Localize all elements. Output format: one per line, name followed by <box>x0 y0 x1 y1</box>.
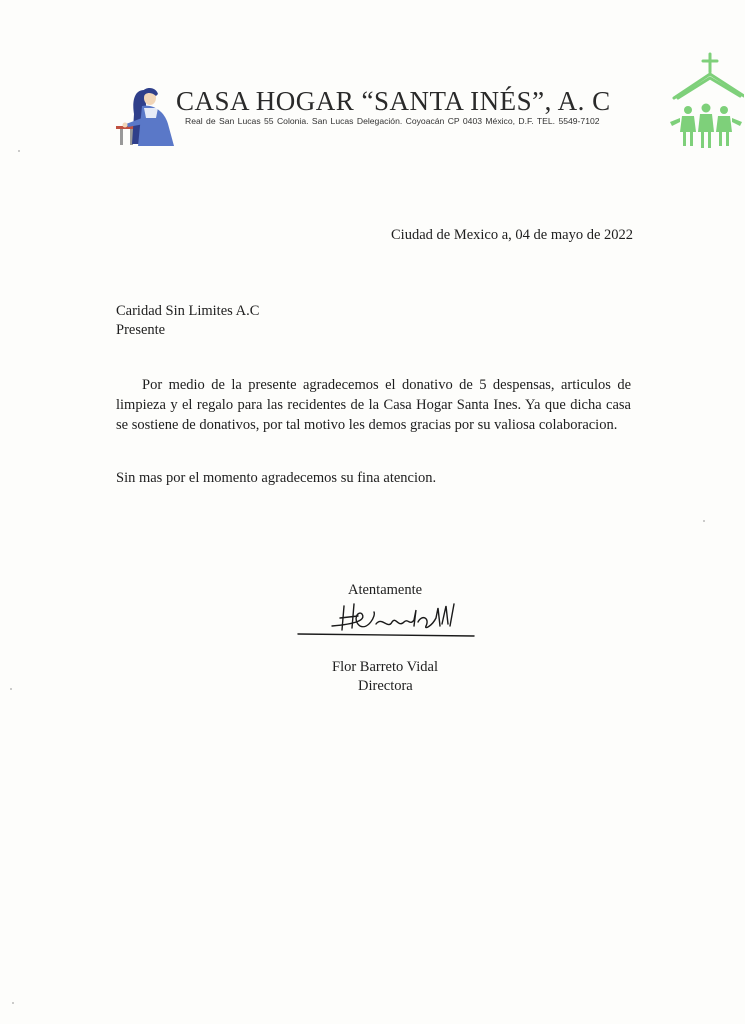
recipient-block <box>116 302 259 340</box>
letter-body-text: Por medio de la presente agradecemos el donativo de 5 despensas, articulos de limpieza y el regalo para las recidentes de la Casa Hogar Santa Ines. Ya que dicha casa se sostiene de donativos, por tal motivo les demos gracias por su valiosa colaboracion. <box>116 377 631 433</box>
scan-speck <box>10 688 12 690</box>
letter-date: Ciudad de Mexico a, 04 de mayo de 2022 <box>391 227 634 243</box>
scan-speck <box>12 1002 14 1004</box>
sign-off: Atentamente <box>348 582 423 598</box>
closing-line: Sin mas por el momento agradecemos su fina atencion. <box>116 470 437 486</box>
organization-address: Real de San Lucas 55 Colonia. San Lucas Delegación. Coyoacán CP 0403 México, D.F. TEL. 5549-7102 <box>185 116 600 126</box>
nun-logo-icon <box>112 84 180 148</box>
scan-speck <box>18 150 20 152</box>
handwritten-signature-icon <box>296 596 476 642</box>
scan-speck <box>703 520 705 522</box>
recipient-salutation: Presente <box>116 322 166 338</box>
church-children-logo-icon <box>668 52 744 150</box>
letter-body-paragraph <box>116 375 631 435</box>
recipient-name: Caridad Sin Limites A.C <box>116 303 260 319</box>
signer-name: Flor Barreto Vidal <box>332 659 438 675</box>
signer-title: Directora <box>358 678 413 694</box>
organization-name: CASA HOGAR “SANTA INÉS”, A. C <box>176 86 611 116</box>
